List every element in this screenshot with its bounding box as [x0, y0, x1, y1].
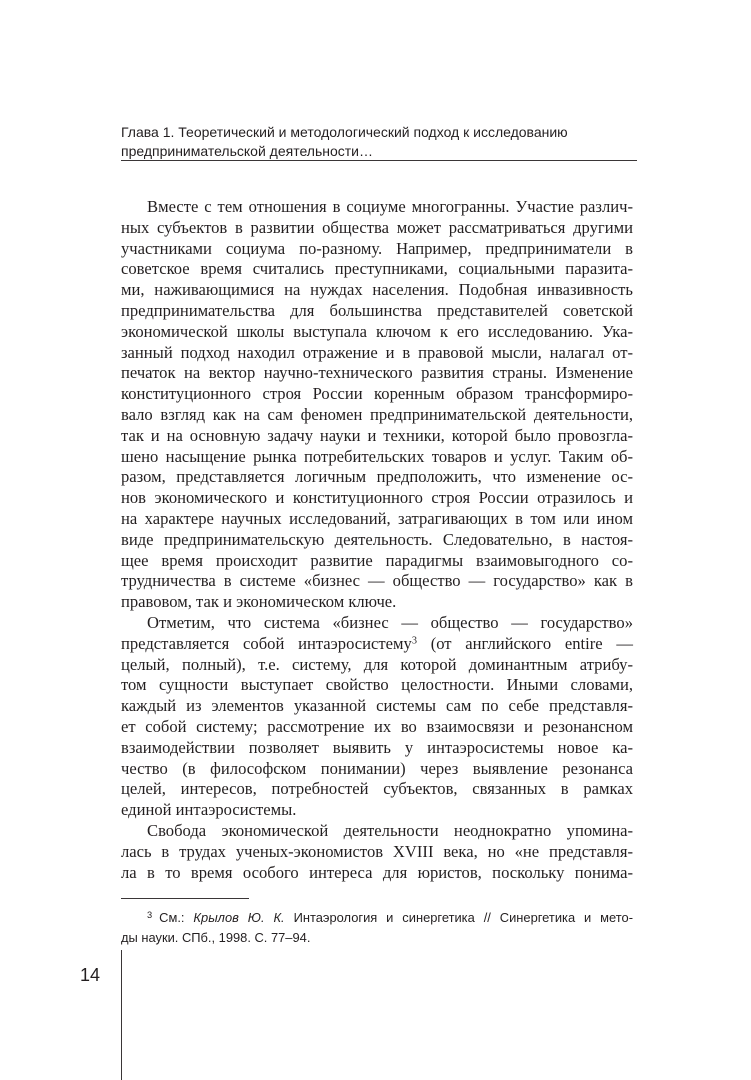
paragraph [121, 613, 633, 821]
footnote-text: См.: [159, 910, 194, 925]
text-line: Свобода экономической деятельности неоднократно упомина- [147, 820, 633, 840]
footnote-number: 3 [147, 909, 153, 920]
text-line: чество (в философском понимании) через выявление резонанса [121, 758, 633, 778]
running-header [121, 123, 637, 161]
text-line: Вместе с тем отношения в социуме многогранны. Участие различ- [147, 197, 633, 216]
text-segment: (от английского entire — [416, 633, 633, 653]
text-line: целый, полный), т.е. систему, для которой доминантным атрибу- [121, 654, 633, 674]
footnote-divider [121, 898, 249, 899]
text-line: трудничества в системе «бизнес — общество — государство» как в [121, 571, 633, 591]
footnote-line [121, 908, 633, 928]
text-line: единой интаэросистемы. [121, 800, 297, 820]
text-line: ет собой систему; рассмотрение их во взаимосвязи и резонансном [121, 716, 633, 736]
margin-rule [121, 950, 122, 1080]
page-number: 14 [80, 965, 101, 985]
text-segment: представляется собой интаэросистему [121, 633, 412, 653]
text-line: советское время считались преступниками, социальными паразита- [121, 259, 633, 279]
text-line: взаимодействии позволяет выявить у интаэросистемы новое ка- [121, 737, 633, 757]
text-line: лась в трудах ученых-экономистов XVIII века, но «не представля- [121, 841, 633, 861]
chapter-title-line-1: Глава 1. Теоретический и методологический подход к исследованию [121, 124, 568, 140]
paragraph [121, 821, 633, 883]
text-line: каждый из элементов указанной системы сам по себе представля- [121, 696, 633, 716]
text-line: печаток на вектор научно-технического развития страны. Изменение [121, 363, 633, 383]
footnote-text: Интаэрология и синергетика // Синергетика и мето- [284, 910, 633, 925]
header-divider [121, 160, 637, 161]
text-line: щее время происходит развитие парадигмы взаимовыгодного со- [121, 550, 633, 570]
text-line: ла в то время особого интереса для юристов, поскольку понима- [121, 862, 633, 882]
text-line: виде предпринимательскую деятельность. Следовательно, в настоя- [121, 529, 633, 549]
text-line: шено насыщение рынка потребительских товаров и услуг. Таким об- [121, 446, 633, 466]
text-line: Отметим, что система «бизнес — общество — государство» [147, 612, 633, 632]
text-line: правовом, так и экономическом ключе. [121, 592, 397, 612]
text-line: ми, наживающимися на нуждах населения. Подобная инвазивность [121, 280, 633, 300]
text-line: предпринимательства для большинства представителей советской [121, 300, 633, 320]
text-line: ных субъектов в развитии общества может рассматриваться другими [121, 217, 633, 237]
text-line: так и на основную задачу науки и техники, которой было провозгла- [121, 425, 633, 445]
text-line: конституционного строя России коренным образом трансформиро- [121, 384, 633, 404]
text-line: нов экономического и конституционного строя России отразилось и [121, 488, 633, 508]
chapter-title-line-2: предпринимательской деятельности… [121, 143, 373, 159]
text-line: вало взгляд как на сам феномен предпринимательской деятельности, [121, 404, 633, 424]
text-line: занный подход находил отражение и в правовой мысли, налагал от- [121, 342, 633, 362]
footnote-reference: 3 [411, 635, 417, 647]
footnote-line: ды науки. СПб., 1998. С. 77–94. [121, 930, 311, 945]
text-line: разом, представляется логичным предположить, что изменение ос- [121, 467, 633, 487]
text-line: целей, интересов, потребностей субъектов, связанных в рамках [121, 779, 633, 799]
cited-author: Крылов Ю. К. [193, 910, 285, 925]
text-line [121, 634, 633, 655]
paragraph [121, 197, 633, 613]
text-line: том сущности выступает свойство целостности. Иными словами, [121, 675, 633, 695]
text-line: участниками социума по-разному. Например, предприниматели в [121, 238, 633, 258]
main-text [121, 197, 633, 883]
text-line: на характере научных исследований, затрагивающих в том или ином [121, 508, 633, 528]
footnote [121, 908, 633, 948]
text-line: экономической школы выступала ключом к его исследованию. Ука- [121, 321, 633, 341]
